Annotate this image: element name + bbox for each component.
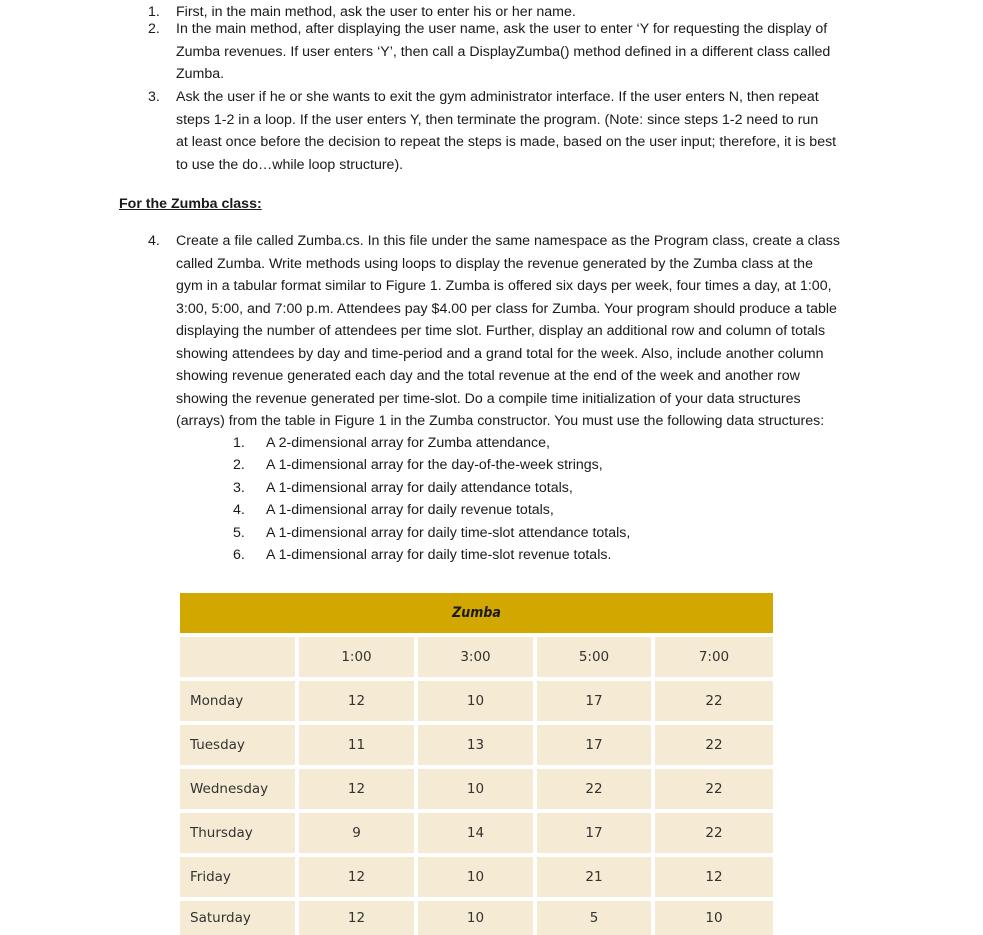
- step-4-text: [176, 230, 840, 433]
- step-4-line: gym in a tabular format similar to Figure 1. Zumba is offered six days per week, four times a day, at 1:00,: [176, 278, 832, 294]
- step-3-line: at least once before the decision to repeat the steps is made, based on the user input; therefore, it is best: [176, 134, 837, 150]
- day-cell: Wednesday: [180, 769, 295, 809]
- attendance-cell: 10: [418, 769, 533, 809]
- step-2-number: 2.: [148, 21, 160, 37]
- attendance-cell: 17: [537, 681, 651, 721]
- attendance-cell: 22: [655, 769, 773, 809]
- sublist-number: 4.: [233, 502, 245, 518]
- sublist-number: 2.: [233, 457, 245, 473]
- time-header-cell: 7:00: [655, 637, 773, 677]
- sublist-number: 5.: [233, 525, 245, 541]
- day-cell: Friday: [180, 857, 295, 897]
- attendance-cell: 17: [537, 725, 651, 765]
- step-4-line: showing attendees by day and time-period and a grand total for the week. Also, include another column: [176, 345, 824, 362]
- sublist-item: A 1-dimensional array for daily time-slot attendance totals,: [266, 525, 631, 541]
- time-header-cell: 5:00: [537, 637, 651, 677]
- attendance-cell: 10: [418, 681, 533, 721]
- step-4-line: showing revenue generated each day and the total revenue at the end of the week and another row: [176, 368, 800, 384]
- sublist-number: 1.: [233, 435, 245, 451]
- time-header-cell: 1:00: [299, 637, 414, 677]
- attendance-cell: 10: [418, 857, 533, 897]
- day-cell: Thursday: [180, 813, 295, 853]
- day-cell: Monday: [180, 681, 295, 721]
- attendance-cell: 12: [299, 901, 414, 935]
- step-4-line: called Zumba. Write methods using loops to display the revenue generated by the Zumba class at the: [176, 255, 813, 272]
- attendance-cell: 22: [655, 813, 773, 853]
- step-3-number: 3.: [148, 89, 160, 105]
- attendance-cell: 10: [418, 901, 533, 935]
- step-2-line: Zumba.: [176, 66, 225, 82]
- step-4-line: displaying the number of attendees per time slot. Further, display an additional row and column of totals: [176, 323, 826, 339]
- attendance-cell: 13: [418, 725, 533, 765]
- sublist-number: 6.: [233, 547, 245, 563]
- zumba-table: [180, 593, 773, 935]
- table-title-bar: [180, 593, 773, 633]
- day-cell: Tuesday: [180, 725, 295, 765]
- attendance-cell: 12: [299, 681, 414, 721]
- sublist-item: A 1-dimensional array for daily time-slot revenue totals.: [266, 547, 612, 563]
- attendance-cell: 22: [537, 769, 651, 809]
- step-4-number: 4.: [148, 233, 160, 249]
- step-4-line: 3:00, 5:00, and 7:00 p.m. Attendees pay $4.00 per class for Zumba. Your program should produce a table: [176, 300, 837, 317]
- attendance-cell: 12: [299, 769, 414, 809]
- attendance-cell: 12: [299, 857, 414, 897]
- attendance-cell: 11: [299, 725, 414, 765]
- step-1-number: 1.: [148, 4, 160, 20]
- sublist-number: 3.: [233, 480, 245, 496]
- attendance-cell: 21: [537, 857, 651, 897]
- step-2-line: Zumba revenues. If user enters ‘Y’, then call a DisplayZumba() method defined in a different class called: [176, 43, 831, 60]
- step-3-line: Ask the user if he or she wants to exit the gym administrator interface. If the user enters N, then repeat: [176, 89, 819, 105]
- attendance-cell: 12: [655, 857, 773, 897]
- attendance-cell: 14: [418, 813, 533, 853]
- step-2-text: [176, 18, 830, 86]
- attendance-cell: 22: [655, 681, 773, 721]
- sublist-item: A 1-dimensional array for daily revenue totals,: [266, 502, 554, 518]
- sublist-item: A 2-dimensional array for Zumba attendance,: [266, 435, 550, 451]
- attendance-cell: 10: [655, 901, 773, 935]
- attendance-cell: 9: [299, 813, 414, 853]
- step-3-line: steps 1-2 in a loop. If the user enters Y, then terminate the program. (Note: since steps 1-2 need to run: [176, 111, 819, 128]
- zumba-class-heading: For the Zumba class:: [119, 196, 262, 212]
- step-2-line: In the main method, after displaying the user name, ask the user to enter ‘Y for requesting the display of: [176, 21, 828, 37]
- day-cell: Saturday: [180, 901, 295, 935]
- attendance-cell: 17: [537, 813, 651, 853]
- table-corner-cell: [180, 637, 295, 677]
- step-4-line: showing the revenue generated per time-slot. Do a compile time initialization of your data structures: [176, 390, 801, 407]
- step-1-line: First, in the main method, ask the user to enter his or her name.: [176, 4, 576, 20]
- step-3-text: [176, 86, 836, 176]
- step-3-line: to use the do…while loop structure).: [176, 156, 404, 173]
- attendance-cell: 5: [537, 901, 651, 935]
- step-4-line: (arrays) from the table in Figure 1 in the Zumba constructor. You must use the following data structures:: [176, 413, 825, 429]
- table-title: Zumba: [452, 605, 501, 621]
- sublist-item: A 1-dimensional array for daily attendance totals,: [266, 480, 573, 496]
- step-4-line: Create a file called Zumba.cs. In this file under the same namespace as the Program class, create a class: [176, 233, 840, 249]
- time-header-cell: 3:00: [418, 637, 533, 677]
- sublist-item: A 1-dimensional array for the day-of-the-week strings,: [266, 457, 603, 473]
- attendance-cell: 22: [655, 725, 773, 765]
